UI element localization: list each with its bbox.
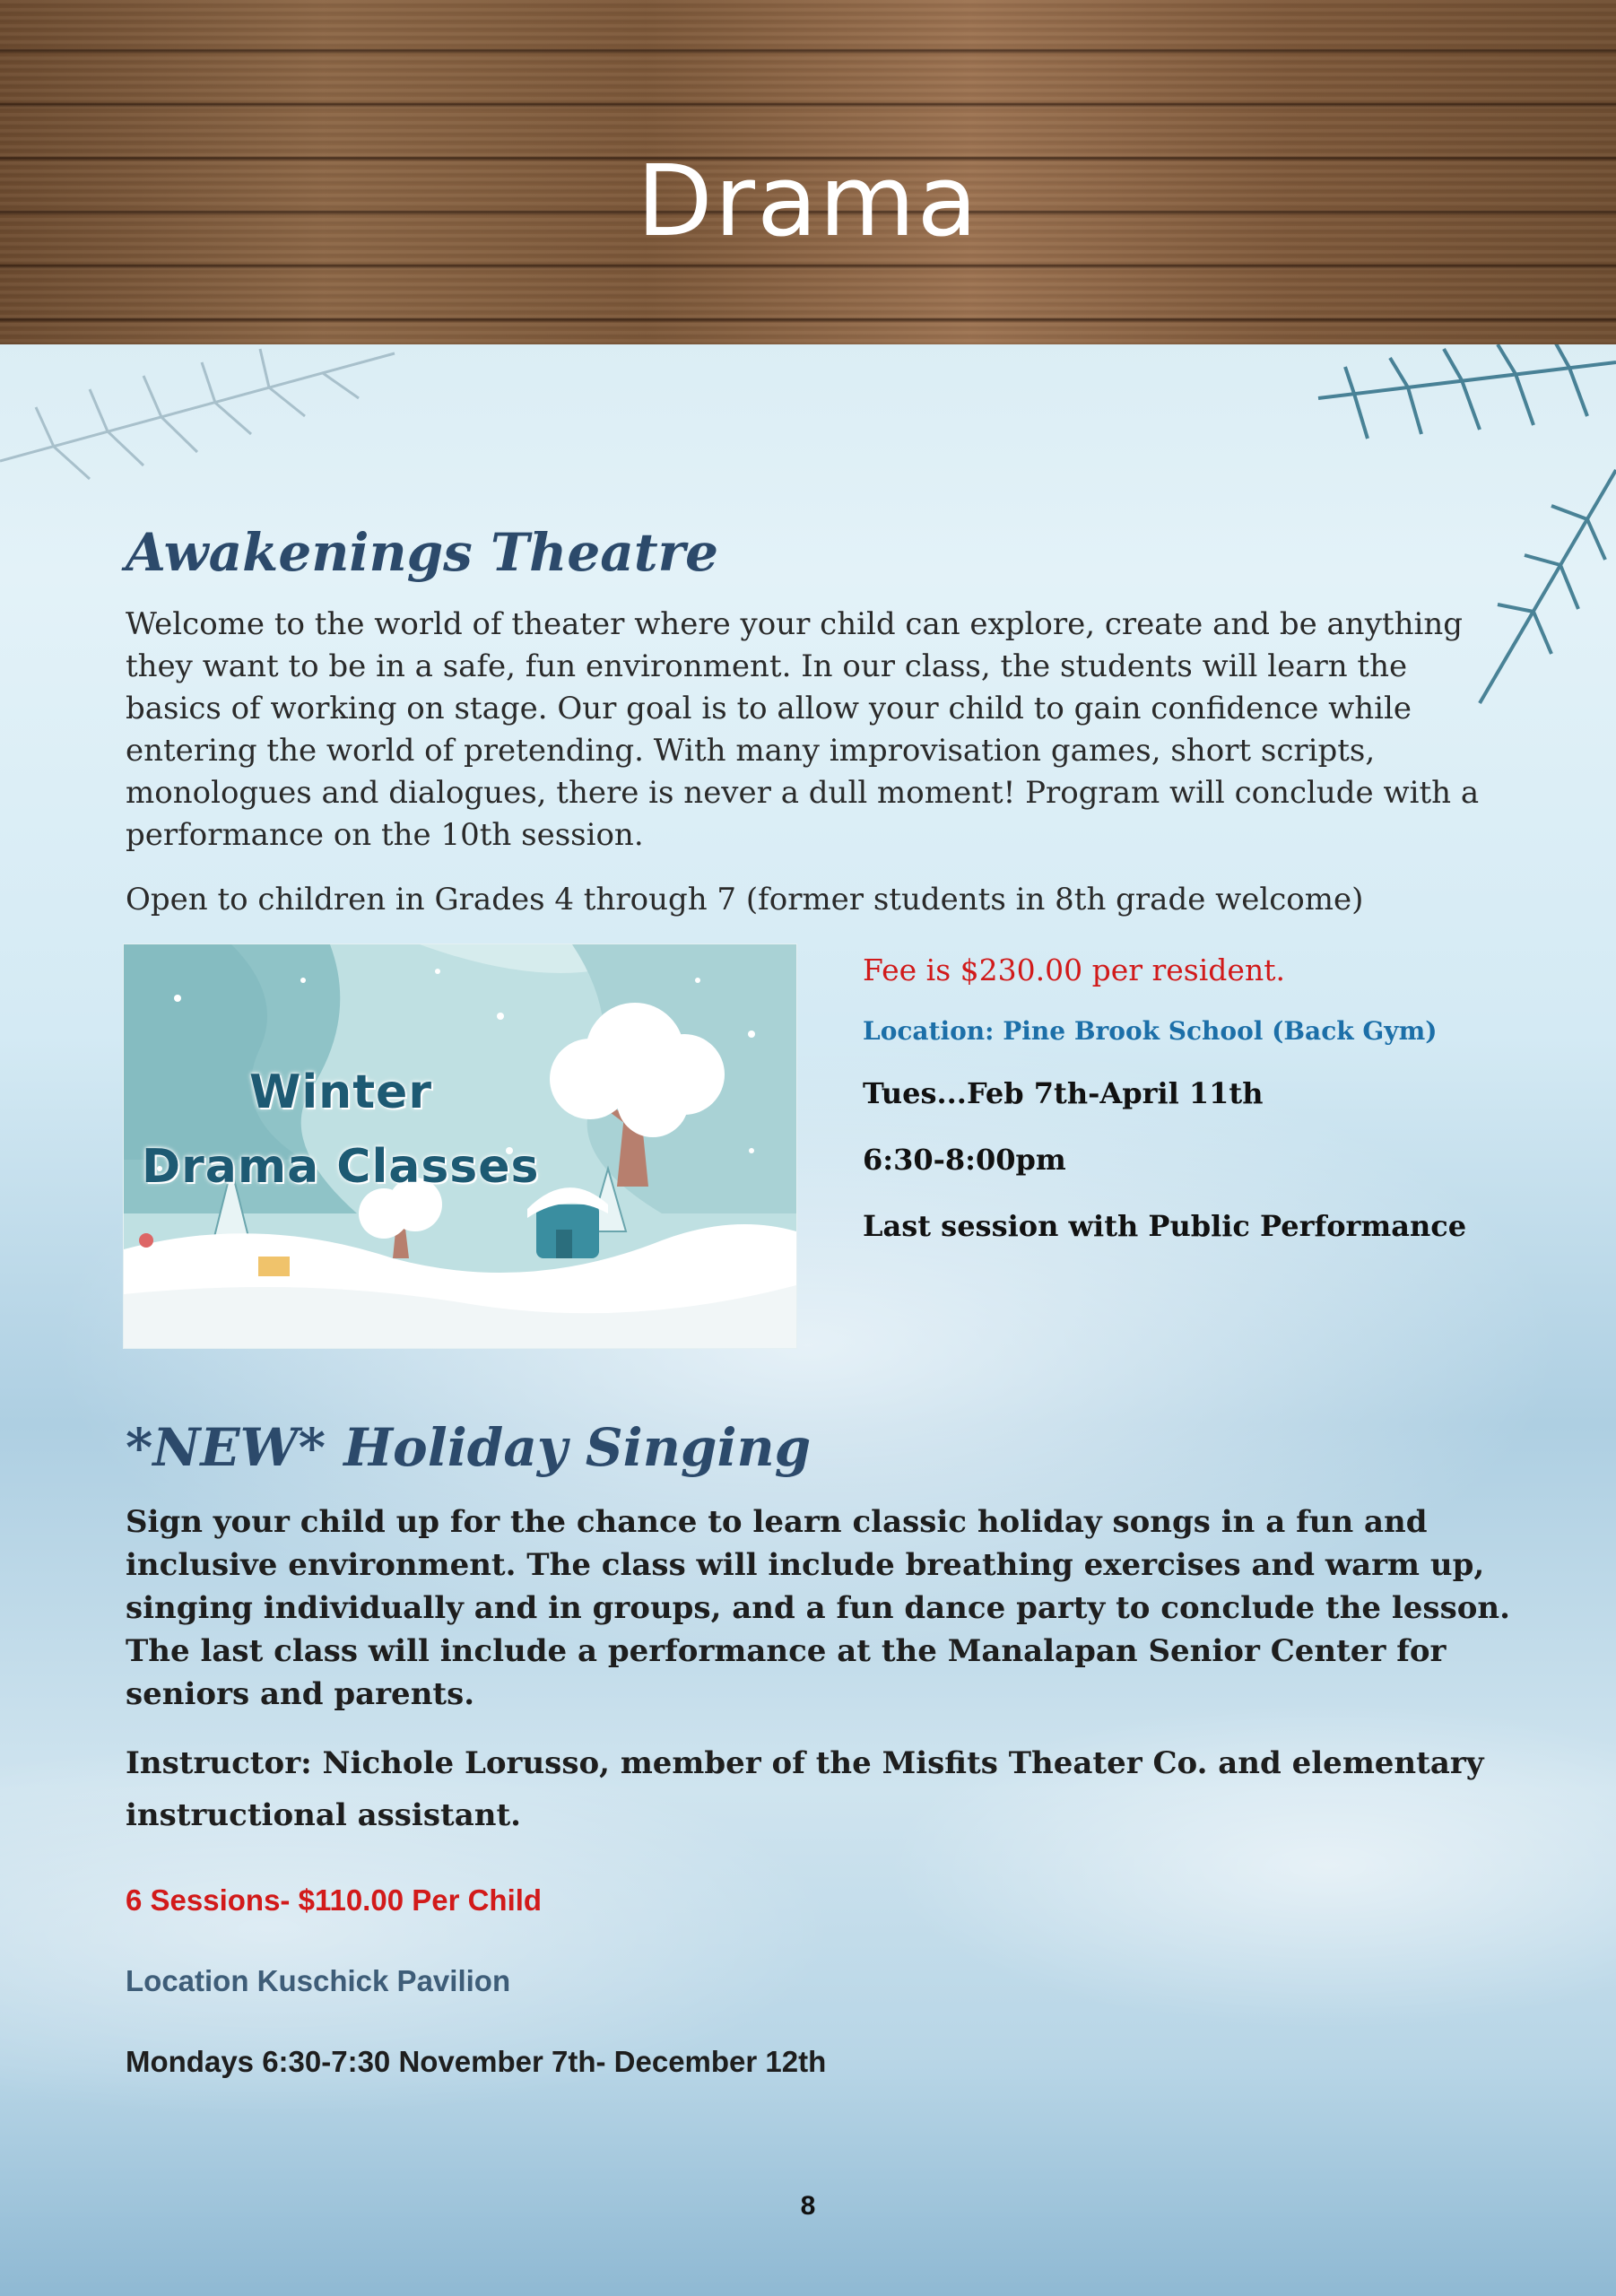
singing-price: 6 Sessions- $110.00 Per Child bbox=[126, 1883, 543, 1917]
awakenings-note: Last session with Public Performance bbox=[863, 1209, 1467, 1243]
singing-description: Sign your child up for the chance to learn classic holiday songs in a fun and inclusive environment. The class will include breathing exercises and warm up, singing individually and in groups, and a fun dance party to conclude the lesson. The last class will include a performance at the Manalapan Senior Center for seniors and parents. bbox=[126, 1504, 1510, 1712]
illustration-title-line2: Drama Classes bbox=[142, 1140, 540, 1194]
awakenings-heading: Awakenings Theatre bbox=[126, 522, 719, 583]
awakenings-description: Welcome to the world of theater where your child can explore, create and be anything they want to be in a safe, fun environment. In our class, the students will learn the basics of working on stage. Our goal is to allow your child to gain confidence while entering the world of pretending. With many improvisation games, short scripts, monologues and dialogues, there is never a dull moment! Program will conclude with a performance on the 10th session. bbox=[126, 606, 1480, 853]
singing-heading: *NEW* Holiday Singing bbox=[126, 1417, 812, 1478]
page-title: Drama bbox=[637, 144, 979, 258]
illustration-title-line1: Winter bbox=[249, 1065, 432, 1119]
singing-schedule: Mondays 6:30-7:30 November 7th- December 12th bbox=[126, 2045, 827, 2078]
singing-instructor: Instructor: Nichole Lorusso, member of the Misfits Theater Co. and elementary instructional assistant. bbox=[126, 1745, 1484, 1833]
winter-drama-illustration bbox=[123, 944, 797, 1349]
singing-location: Location Kuschick Pavilion bbox=[126, 1964, 511, 1997]
awakenings-eligibility: Open to children in Grades 4 through 7 (former students in 8th grade welcome) bbox=[126, 882, 1364, 918]
pine-branch-left-icon bbox=[0, 344, 466, 542]
awakenings-fee: Fee is $230.00 per resident. bbox=[863, 952, 1285, 987]
awakenings-dates: Tues...Feb 7th-April 11th bbox=[863, 1076, 1264, 1110]
awakenings-location: Location: Pine Brook School (Back Gym) bbox=[863, 1016, 1438, 1046]
awakenings-time: 6:30-8:00pm bbox=[863, 1143, 1066, 1177]
page-number: 8 bbox=[800, 2191, 816, 2221]
wood-header bbox=[0, 0, 1616, 344]
